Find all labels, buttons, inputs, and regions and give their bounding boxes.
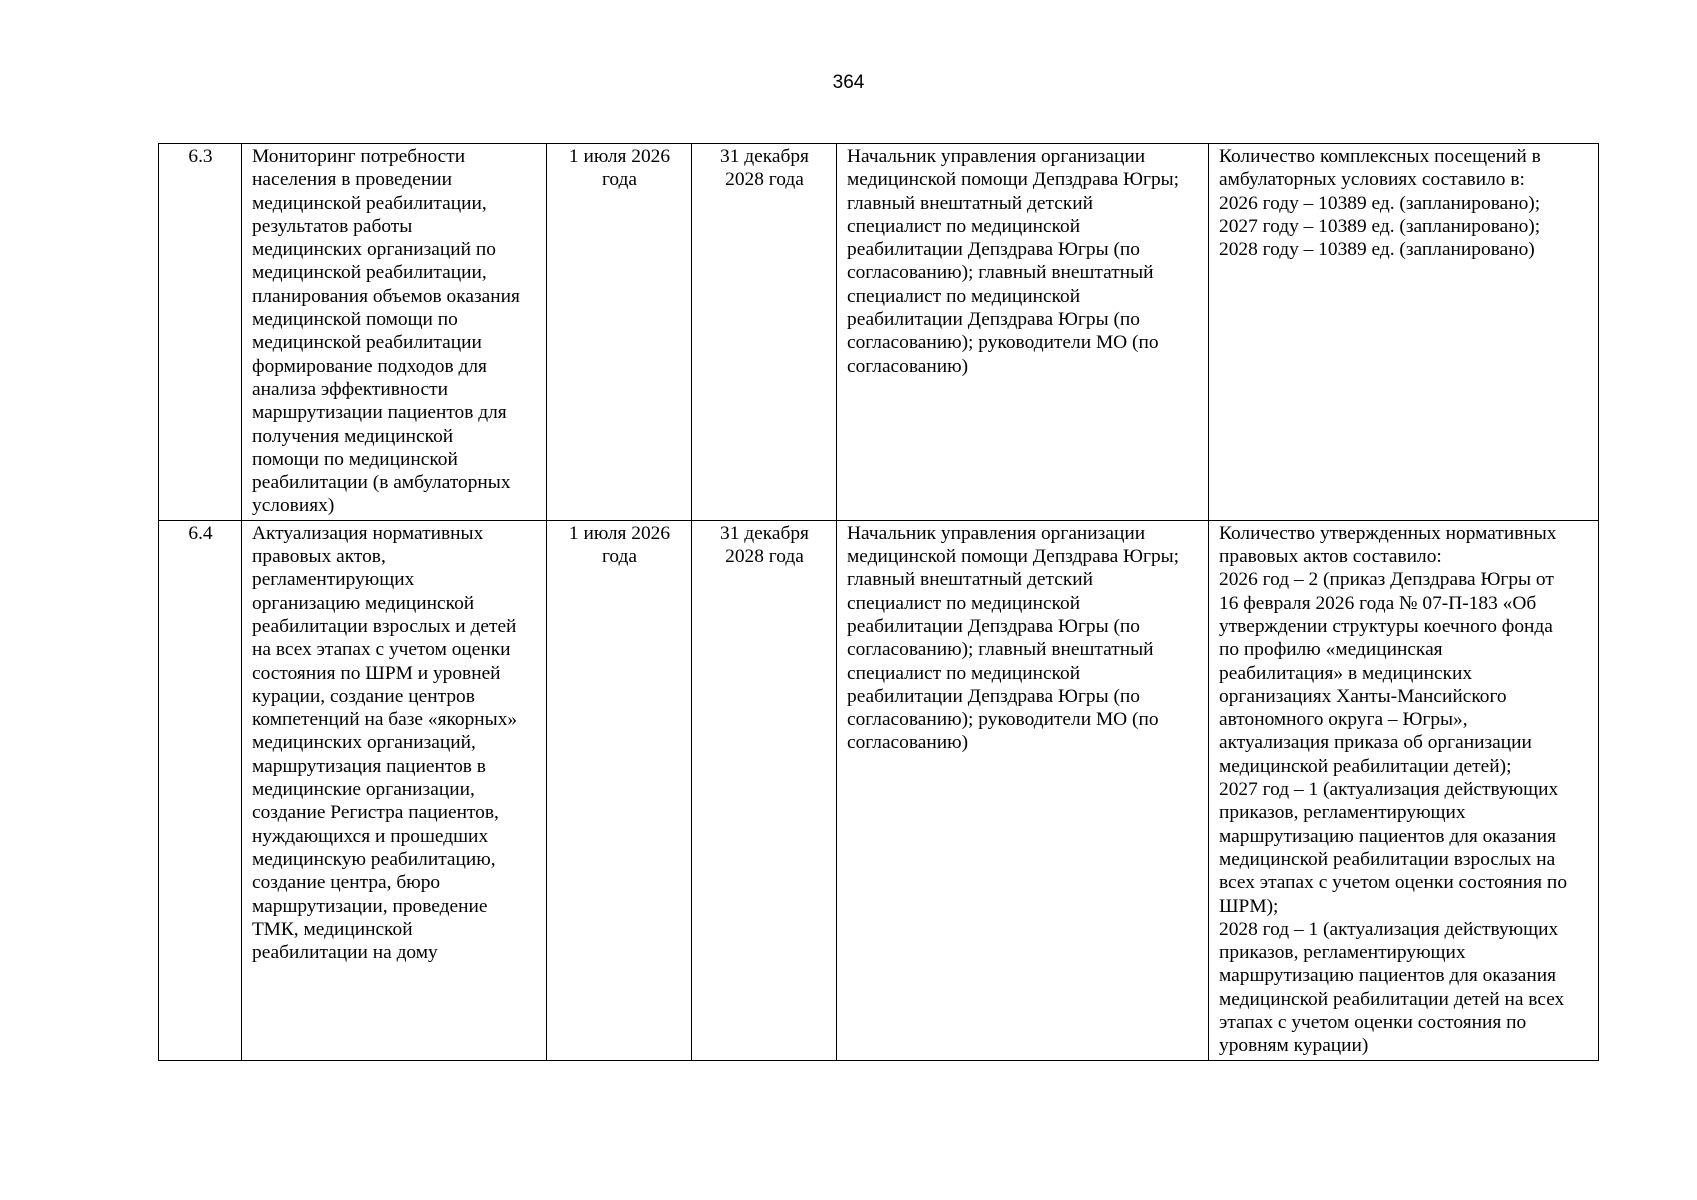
text-line: автономного округа – Югры», bbox=[1219, 709, 1468, 731]
text-line: этапах с учетом оценки состояния по bbox=[1219, 1011, 1527, 1033]
text-line: 31 декабря bbox=[720, 146, 809, 167]
text-line: 2028 году – 10389 ед. (запланировано) bbox=[1219, 239, 1535, 261]
text-line: медицинской помощи Депздрава Югры; bbox=[847, 546, 1180, 568]
text-line: согласованию) bbox=[847, 732, 969, 754]
responsible-persons bbox=[837, 144, 1209, 521]
text-line: медицинской реабилитации взрослых на bbox=[1219, 848, 1556, 870]
text-line: 2028 год – 1 (актуализация действующих bbox=[1219, 918, 1559, 940]
text-line: регламентирующих bbox=[252, 569, 415, 591]
text-line: помощи по медицинской bbox=[252, 448, 458, 470]
text-line: медицинской реабилитации bbox=[252, 332, 482, 354]
text-line: 2028 года bbox=[725, 169, 804, 191]
text-line: уровням курации) bbox=[1219, 1035, 1369, 1057]
text-line: специалист по медицинской bbox=[847, 592, 1081, 614]
text-line: правовых актов, bbox=[252, 546, 386, 568]
responsible-persons bbox=[837, 520, 1209, 1060]
text-line: Начальник управления организации bbox=[847, 146, 1146, 167]
text-line: ШРМ); bbox=[1219, 895, 1279, 917]
text-line: амбулаторных условиях составило в: bbox=[1219, 169, 1525, 191]
text-line: создание центра, бюро bbox=[252, 872, 441, 894]
text-line: всех этапах с учетом оценки состояния по bbox=[1219, 872, 1568, 894]
text-line: Количество комплексных посещений в bbox=[1219, 146, 1541, 167]
text-line: приказов, регламентирующих bbox=[1219, 802, 1466, 824]
text-line: маршрутизацию пациентов для оказания bbox=[1219, 825, 1557, 847]
text-line: 2026 году – 10389 ед. (запланировано); bbox=[1219, 192, 1541, 214]
text-line: на всех этапах с учетом оценки bbox=[252, 639, 511, 661]
text-line: организациях Ханты-Мансийского bbox=[1219, 685, 1507, 707]
text-line: ТМК, медицинской bbox=[252, 918, 413, 940]
text-line: медицинской реабилитации, bbox=[252, 262, 487, 284]
text-line: утверждении структуры коечного фонда bbox=[1219, 615, 1553, 637]
text-line: нуждающихся и прошедших bbox=[252, 825, 489, 847]
text-line: медицинские организации, bbox=[252, 779, 475, 801]
text-line: главный внештатный детский bbox=[847, 192, 1093, 214]
event-description bbox=[242, 144, 547, 521]
start-date bbox=[547, 520, 692, 1060]
text-line: по профилю «медицинская bbox=[1219, 639, 1443, 661]
text-line: года bbox=[601, 546, 638, 568]
text-line: медицинской реабилитации детей на всех bbox=[1219, 988, 1565, 1010]
text-line: специалист по медицинской bbox=[847, 215, 1081, 237]
text-line: главный внештатный детский bbox=[847, 569, 1093, 591]
text-line: формирование подходов для bbox=[252, 355, 487, 377]
text-line: 1 июля 2026 bbox=[568, 522, 671, 544]
activities-table bbox=[158, 143, 1599, 1061]
text-line: маршрутизация пациентов в bbox=[252, 755, 486, 777]
text-line: создание Регистра пациентов, bbox=[252, 802, 499, 824]
text-line: актуализация приказа об организации bbox=[1219, 732, 1532, 754]
text-line: получения медицинской bbox=[252, 425, 454, 447]
text-line: года bbox=[601, 169, 638, 191]
text-line: реабилитации Депздрава Югры (по bbox=[847, 309, 1140, 331]
table-row bbox=[159, 144, 1599, 521]
text-line: маршрутизации, проведение bbox=[252, 895, 488, 917]
text-line: 2028 года bbox=[725, 546, 804, 568]
table-row bbox=[159, 520, 1599, 1060]
text-line: приказов, регламентирующих bbox=[1219, 942, 1466, 964]
text-line: медицинской помощи Депздрава Югры; bbox=[847, 169, 1180, 191]
end-date bbox=[692, 520, 837, 1060]
text-line: 1 июля 2026 bbox=[568, 146, 671, 167]
text-line: медицинской реабилитации детей); bbox=[1219, 755, 1512, 777]
text-line: 31 декабря bbox=[720, 522, 809, 544]
text-line: согласованию); руководители МО (по bbox=[847, 709, 1159, 731]
row-number: 6.3 bbox=[159, 144, 242, 521]
text-line: реабилитации на дому bbox=[252, 942, 438, 964]
text-line: медицинских организаций, bbox=[252, 732, 476, 754]
text-line: реабилитации Депздрава Югры (по bbox=[847, 685, 1140, 707]
text-line: реабилитация» в медицинских bbox=[1219, 662, 1473, 684]
text-line: 2026 год – 2 (приказ Депздрава Югры от bbox=[1219, 569, 1554, 591]
text-line: планирования объемов оказания bbox=[252, 285, 520, 307]
text-line: 2027 году – 10389 ед. (запланировано); bbox=[1219, 215, 1541, 237]
text-line: реабилитации Депздрава Югры (по bbox=[847, 239, 1140, 261]
text-line: Актуализация нормативных bbox=[252, 522, 484, 544]
text-line: 16 февраля 2026 года № 07-П-183 «Об bbox=[1219, 592, 1537, 614]
end-date bbox=[692, 144, 837, 521]
text-line: результатов работы bbox=[252, 215, 413, 237]
text-line: согласованию) bbox=[847, 355, 969, 377]
text-line: курации, создание центров bbox=[252, 685, 475, 707]
text-line: маршрутизацию пациентов для оказания bbox=[1219, 965, 1557, 987]
text-line: маршрутизации пациентов для bbox=[252, 402, 507, 424]
text-line: реабилитации (в амбулаторных bbox=[252, 472, 511, 494]
text-line: медицинскую реабилитацию, bbox=[252, 848, 496, 870]
event-description bbox=[242, 520, 547, 1060]
text-line: медицинских организаций по bbox=[252, 239, 496, 261]
text-line: согласованию); руководители МО (по bbox=[847, 332, 1159, 354]
page-number: 364 bbox=[832, 72, 865, 93]
text-line: специалист по медицинской bbox=[847, 662, 1081, 684]
text-line: населения в проведении bbox=[252, 169, 453, 191]
text-line: Количество утвержденных нормативных bbox=[1219, 522, 1557, 544]
text-line: правовых актов составило: bbox=[1219, 546, 1442, 568]
text-line: согласованию); главный внештатный bbox=[847, 639, 1154, 661]
text-line: Мониторинг потребности bbox=[252, 146, 466, 167]
start-date bbox=[547, 144, 692, 521]
text-line: специалист по медицинской bbox=[847, 285, 1081, 307]
expected-result bbox=[1209, 144, 1599, 521]
text-line: компетенций на базе «якорных» bbox=[252, 709, 518, 731]
text-line: медицинской помощи по bbox=[252, 309, 458, 331]
text-line: реабилитации Депздрава Югры (по bbox=[847, 615, 1140, 637]
text-line: анализа эффективности bbox=[252, 378, 448, 400]
text-line: условиях) bbox=[252, 495, 335, 517]
text-line: согласованию); главный внештатный bbox=[847, 262, 1154, 284]
text-line: медицинской реабилитации, bbox=[252, 192, 487, 214]
text-line: 2027 год – 1 (актуализация действующих bbox=[1219, 779, 1559, 801]
text-line: состояния по ШРМ и уровней bbox=[252, 662, 501, 684]
text-line: Начальник управления организации bbox=[847, 522, 1146, 544]
text-line: организацию медицинской bbox=[252, 592, 475, 614]
text-line: реабилитации взрослых и детей bbox=[252, 615, 517, 637]
row-number: 6.4 bbox=[159, 520, 242, 1060]
expected-result bbox=[1209, 520, 1599, 1060]
